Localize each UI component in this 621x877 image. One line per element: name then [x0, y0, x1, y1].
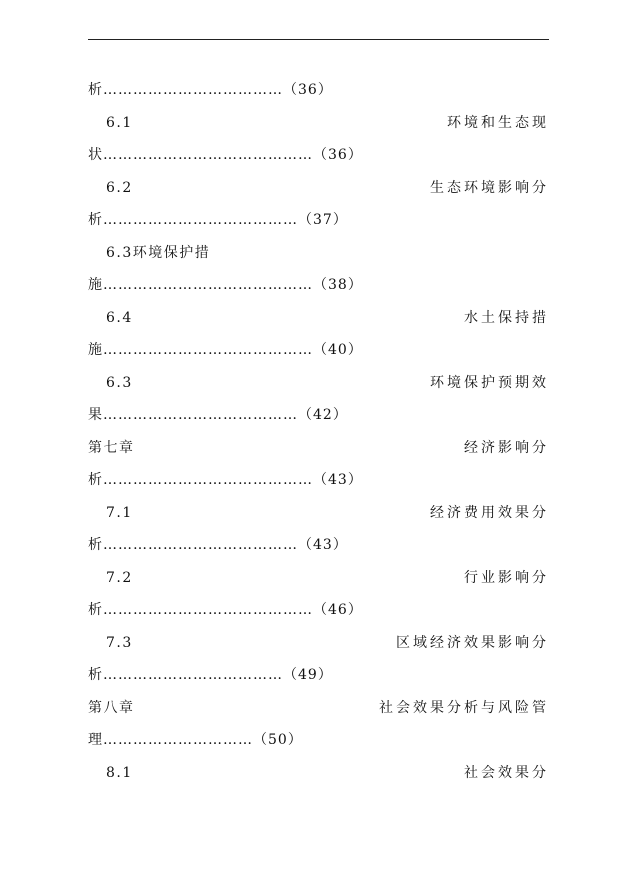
toc-entry-number: 7.3: [106, 634, 133, 651]
toc-entry-continuation: 析……………………………………（43）: [88, 472, 363, 488]
toc-entry-number: 第七章: [88, 439, 135, 456]
toc-line: [88, 241, 549, 274]
toc-entry-number: 第八章: [88, 699, 135, 716]
toc-entry-continuation: 析………………………………（49）: [88, 667, 333, 683]
toc-line: [88, 208, 549, 241]
toc-entry-continuation: 析……………………………………（46）: [88, 602, 363, 618]
table-of-contents: [88, 78, 549, 793]
toc-entry-title: 环境保护预期效: [430, 374, 549, 391]
toc-entry-number: 6.3: [106, 374, 133, 391]
toc-entry-title: 环境和生态现: [447, 114, 549, 131]
toc-entry-title: 经济影响分: [464, 439, 549, 456]
toc-line: [88, 111, 549, 144]
toc-line: [88, 696, 549, 729]
toc-line: [88, 273, 549, 306]
toc-entry-continuation: 施……………………………………（38）: [88, 277, 363, 293]
toc-entry-heading: 6.3环境保护措: [106, 244, 211, 261]
toc-entry-number: 6.1: [106, 114, 133, 131]
toc-line: [88, 501, 549, 534]
toc-line: [88, 598, 549, 631]
toc-entry-continuation: 析………………………………（36）: [88, 82, 333, 98]
toc-line: [88, 728, 549, 761]
toc-entry-number: 7.1: [106, 504, 133, 521]
toc-line: [88, 176, 549, 209]
toc-entry-continuation: 析…………………………………（43）: [88, 537, 348, 553]
toc-line: [88, 338, 549, 371]
toc-entry-continuation: 理…………………………（50）: [88, 732, 303, 748]
toc-entry-title: 经济费用效果分: [430, 504, 549, 521]
toc-entry-number: 7.2: [106, 569, 133, 586]
toc-line: [88, 468, 549, 501]
toc-line: [88, 78, 549, 111]
toc-entry-number: 6.4: [106, 309, 133, 326]
toc-entry-title: 社会效果分析与风险管: [379, 699, 549, 716]
toc-entry-title: 行业影响分: [464, 569, 549, 586]
toc-entry-title: 生态环境影响分: [430, 179, 549, 196]
toc-line: [88, 566, 549, 599]
toc-entry-continuation: 析…………………………………（37）: [88, 212, 348, 228]
toc-entry-title: 社会效果分: [464, 764, 549, 781]
toc-line: [88, 631, 549, 664]
toc-line: [88, 533, 549, 566]
toc-entry-continuation: 果…………………………………（42）: [88, 407, 348, 423]
toc-line: [88, 403, 549, 436]
toc-entry-continuation: 施……………………………………（40）: [88, 342, 363, 358]
toc-line: [88, 143, 549, 176]
toc-line: [88, 663, 549, 696]
toc-line: [88, 761, 549, 794]
toc-line: [88, 306, 549, 339]
toc-lines: [88, 78, 549, 793]
toc-entry-title: 水土保持措: [464, 309, 549, 326]
toc-line: [88, 436, 549, 469]
toc-entry-continuation: 状……………………………………（36）: [88, 147, 363, 163]
toc-entry-number: 8.1: [106, 764, 133, 781]
header-rule: [88, 39, 549, 40]
toc-entry-number: 6.2: [106, 179, 133, 196]
toc-line: [88, 371, 549, 404]
toc-entry-title: 区域经济效果影响分: [396, 634, 549, 651]
